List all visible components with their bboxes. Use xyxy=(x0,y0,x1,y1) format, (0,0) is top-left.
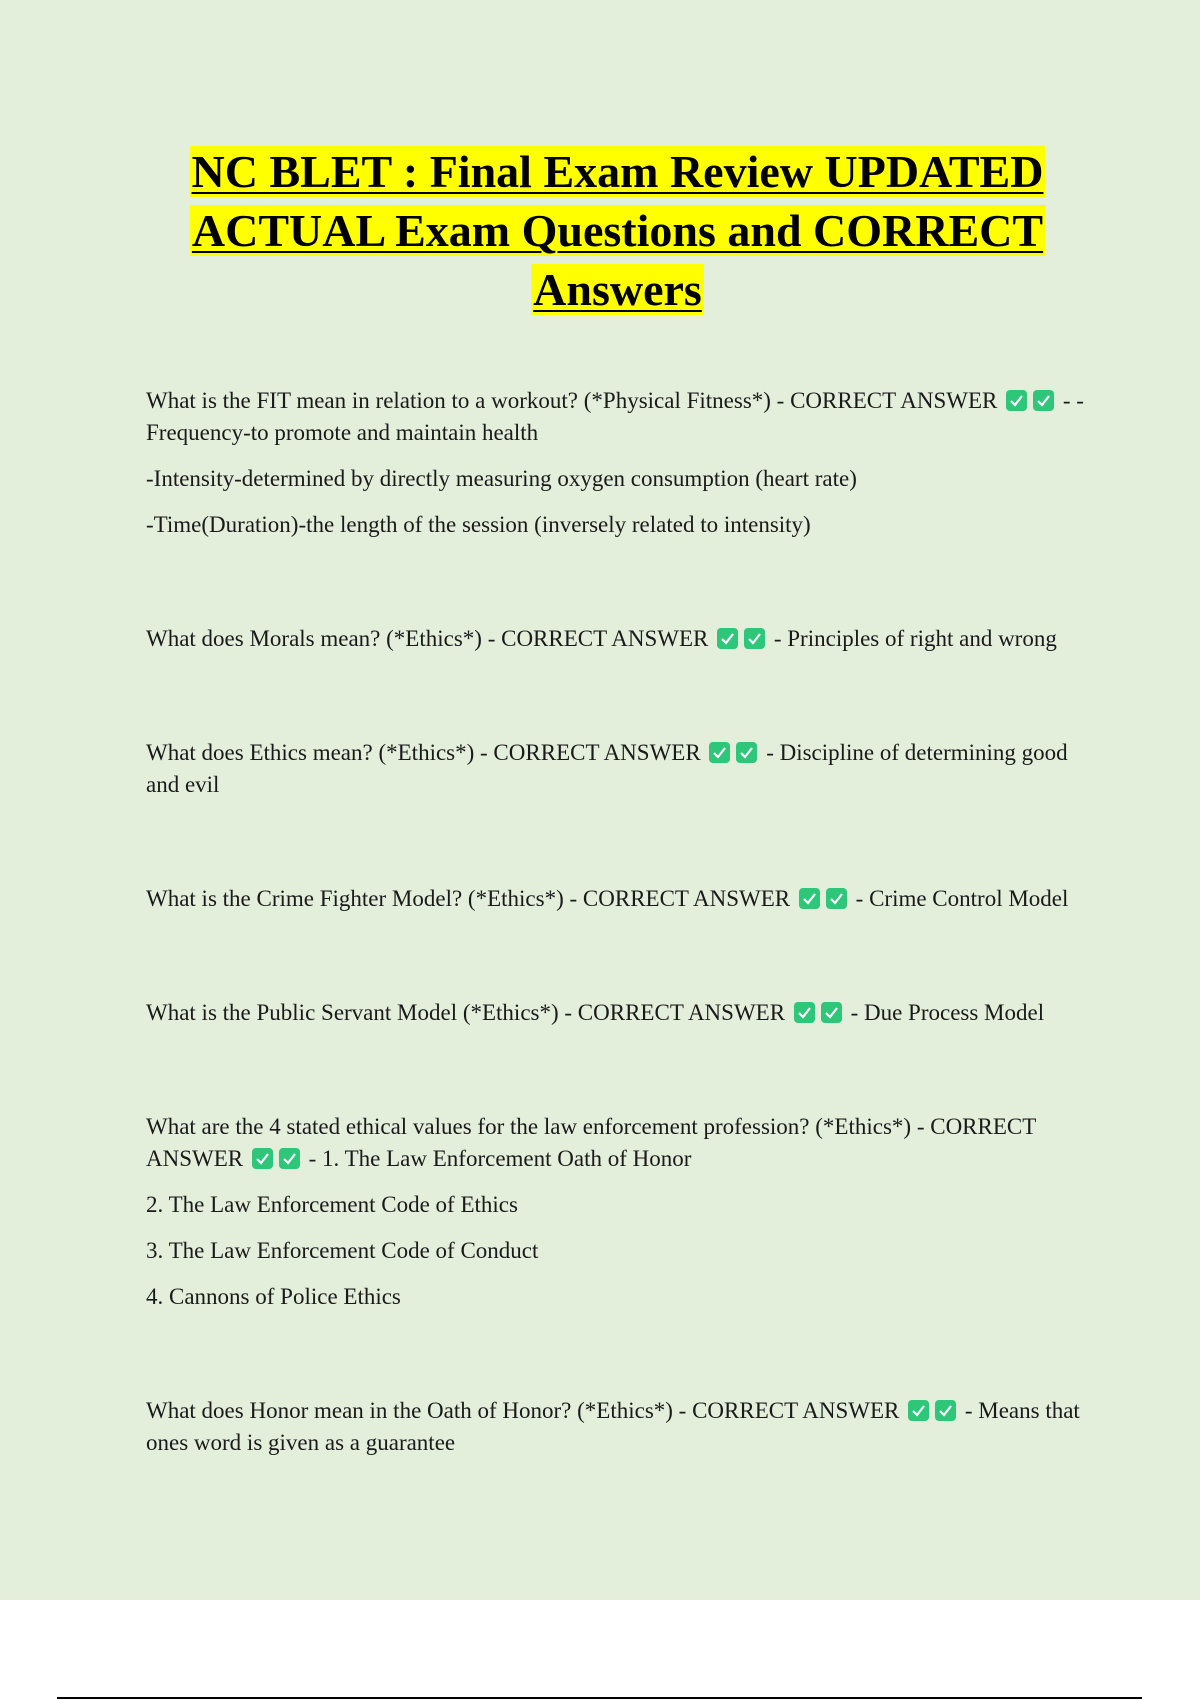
answer-line: -Intensity-determined by directly measuring oxygen consumption (heart rate) xyxy=(146,466,857,491)
qa-item xyxy=(146,737,1086,801)
answer-text: - Means that ones word is given as a guarantee xyxy=(146,1398,1080,1455)
qa-item xyxy=(146,1395,1086,1459)
check-box-icon xyxy=(826,888,847,909)
qa-item xyxy=(146,623,1086,655)
answer-line: 2. The Law Enforcement Code of Ethics xyxy=(146,1192,518,1217)
answer-text: - Crime Control Model xyxy=(855,886,1069,911)
answer-text: - Due Process Model xyxy=(850,1000,1045,1025)
qa-list xyxy=(146,385,1086,1459)
question-text: What is the FIT mean in relation to a workout? (*Physical Fitness*) - CORRECT ANSWER xyxy=(146,388,998,413)
check-box-icon xyxy=(252,1148,273,1169)
document-title xyxy=(100,142,1135,319)
answer-text: - Discipline of determining good and evil xyxy=(146,740,1068,797)
qa-item xyxy=(146,883,1086,915)
answer-text: - -Frequency-to promote and maintain health xyxy=(146,388,1084,445)
question-text: What are the 4 stated ethical values for the law enforcement profession? (*Ethics*) - CORRECT ANSWER xyxy=(146,1114,1036,1171)
check-box-icon xyxy=(1033,390,1054,411)
check-box-icon xyxy=(908,1400,929,1421)
question-text: What does Honor mean in the Oath of Honor? (*Ethics*) - CORRECT ANSWER xyxy=(146,1398,900,1423)
qa-item xyxy=(146,997,1086,1029)
check-box-icon xyxy=(935,1400,956,1421)
question-text: What is the Public Servant Model (*Ethics*) - CORRECT ANSWER xyxy=(146,1000,786,1025)
title-line-2: ACTUAL Exam Questions and CORRECT xyxy=(191,205,1044,256)
answer-text: - Principles of right and wrong xyxy=(773,626,1057,651)
answer-line: 3. The Law Enforcement Code of Conduct xyxy=(146,1238,539,1263)
question-text: What is the Crime Fighter Model? (*Ethics*) - CORRECT ANSWER xyxy=(146,886,791,911)
check-box-icon xyxy=(709,742,730,763)
question-text: What does Morals mean? (*Ethics*) - CORRECT ANSWER xyxy=(146,626,709,651)
check-box-icon xyxy=(821,1002,842,1023)
question-text: What does Ethics mean? (*Ethics*) - CORRECT ANSWER xyxy=(146,740,701,765)
title-line-3: Answers xyxy=(533,264,702,315)
answer-line: -Time(Duration)-the length of the session (inversely related to intensity) xyxy=(146,512,811,537)
qa-item xyxy=(146,1111,1086,1175)
qa-item xyxy=(146,385,1086,449)
check-box-icon xyxy=(279,1148,300,1169)
check-box-icon xyxy=(736,742,757,763)
check-box-icon xyxy=(799,888,820,909)
answer-line: 4. Cannons of Police Ethics xyxy=(146,1284,401,1309)
check-box-icon xyxy=(794,1002,815,1023)
answer-text: - 1. The Law Enforcement Oath of Honor xyxy=(308,1146,692,1171)
page-divider xyxy=(57,1697,1142,1699)
title-line-1: NC BLET : Final Exam Review UPDATED xyxy=(191,146,1044,197)
check-box-icon xyxy=(717,628,738,649)
check-box-icon xyxy=(744,628,765,649)
check-box-icon xyxy=(1006,390,1027,411)
